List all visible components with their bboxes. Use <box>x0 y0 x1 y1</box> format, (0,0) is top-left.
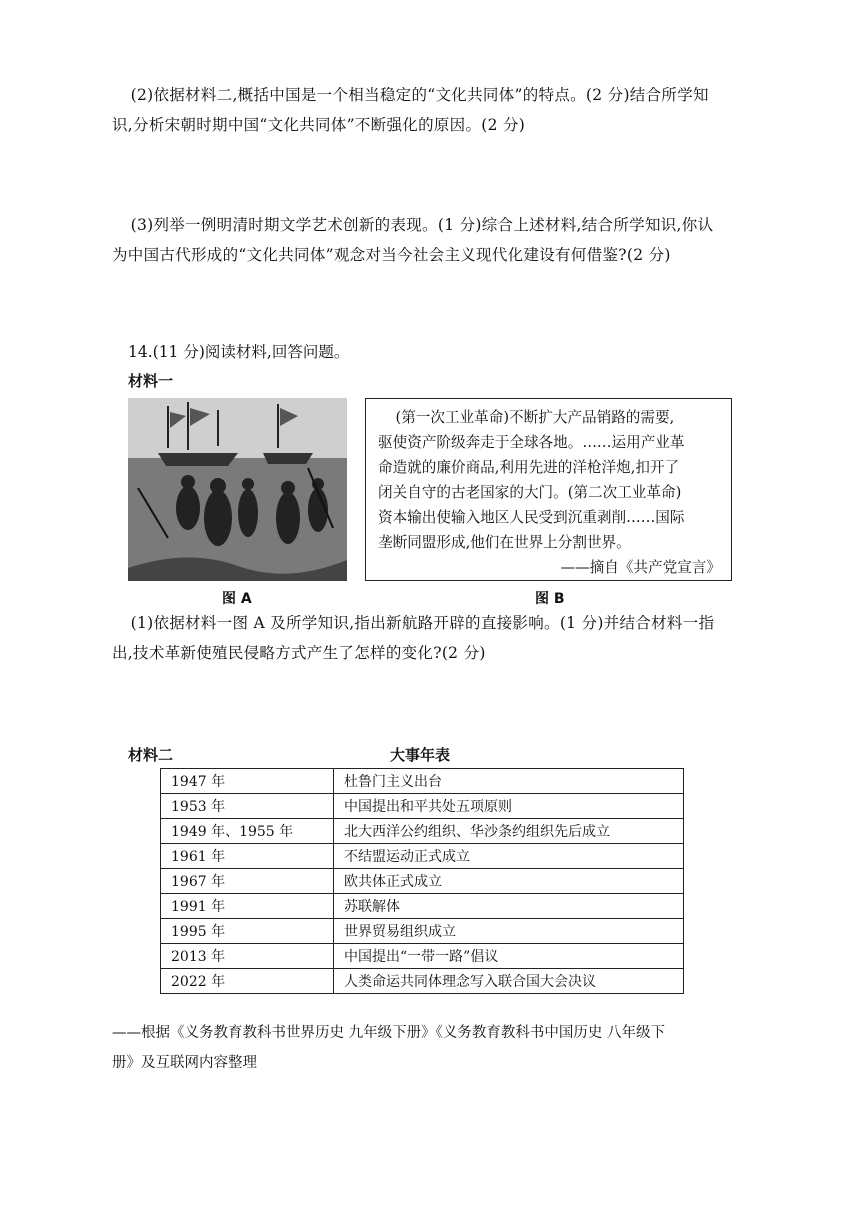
table-source-note <box>112 1018 772 1078</box>
question-14-heading: 14.(11 分)阅读材料,回答问题。 <box>128 343 350 361</box>
table-cell-year: 1967 年 <box>161 869 334 894</box>
table-cell-event: 北大西洋公约组织、华沙条约组织先后成立 <box>334 819 684 844</box>
figure-b-line: 闭关自守的古老国家的大门。(第二次工业革命) <box>378 484 682 501</box>
table-cell-year: 1995 年 <box>161 919 334 944</box>
table-row <box>161 819 684 844</box>
figure-a-engraving <box>128 398 347 581</box>
table-cell-event: 世界贸易组织成立 <box>334 919 684 944</box>
figure-b-line: 资本输出使输入地区人民受到沉重剥削……国际 <box>378 509 685 526</box>
source-line1: ——根据《义务教育教科书世界历史 九年级下册》《义务教育教科书中国历史 八年级下 <box>112 1025 665 1041</box>
q13-3-line1: (3)列举一例明清时期文学艺术创新的表现。(1 分)综合上述材料,结合所学知识,你认 <box>130 216 714 234</box>
table-cell-year: 1953 年 <box>161 794 334 819</box>
table-cell-event: 苏联解体 <box>334 894 684 919</box>
source-line2: 册》及互联网内容整理 <box>112 1055 257 1071</box>
table-row <box>161 869 684 894</box>
question-14-part-1 <box>112 608 762 668</box>
table-row <box>161 944 684 969</box>
table-cell-event: 中国提出和平共处五项原则 <box>334 794 684 819</box>
table-cell-year: 1991 年 <box>161 894 334 919</box>
table-cell-year: 2022 年 <box>161 969 334 994</box>
table-cell-event: 杜鲁门主义出台 <box>334 769 684 794</box>
figure-b-quote-box <box>365 398 732 581</box>
table-cell-event: 欧共体正式成立 <box>334 869 684 894</box>
table-row <box>161 969 684 994</box>
table-cell-year: 1947 年 <box>161 769 334 794</box>
material-1-label: 材料一 <box>128 372 174 390</box>
table-cell-event: 不结盟运动正式成立 <box>334 844 684 869</box>
material-2-label: 材料二 <box>128 746 174 764</box>
figure-b-caption: 图 B <box>535 591 565 607</box>
table-row <box>161 794 684 819</box>
timeline-table-title: 大事年表 <box>390 746 451 764</box>
figure-b-line: (第一次工业革命)不断扩大产品销路的需要, <box>395 409 675 426</box>
q14-1-line2: 出,技术革新使殖民侵略方式产生了怎样的变化?(2 分) <box>112 644 486 662</box>
table-cell-event: 中国提出“一带一路”倡议 <box>334 944 684 969</box>
q13-2-line2: 识,分析宋朝时期中国“文化共同体”不断强化的原因。(2 分) <box>112 116 526 134</box>
q13-3-line2: 为中国古代形成的“文化共同体”观念对当今社会主义现代化建设有何借鉴?(2 分) <box>112 246 671 264</box>
table-cell-year: 2013 年 <box>161 944 334 969</box>
table-cell-year: 1949 年、1955 年 <box>161 819 334 844</box>
figure-a-caption: 图 A <box>222 591 252 607</box>
table-cell-event: 人类命运共同体理念写入联合国大会决议 <box>334 969 684 994</box>
table-row <box>161 894 684 919</box>
question-13-part-2 <box>112 80 762 140</box>
table-row <box>161 844 684 869</box>
question-13-part-3 <box>112 210 762 270</box>
table-row <box>161 769 684 794</box>
figure-b-line: 驱使资产阶级奔走于全球各地。……运用产业革 <box>378 434 685 451</box>
q13-2-line1: (2)依据材料二,概括中国是一个相当稳定的“文化共同体”的特点。(2 分)结合所学知 <box>130 86 709 104</box>
figure-b-line: 垄断同盟形成,他们在世界上分割世界。 <box>378 534 631 551</box>
figure-b-line: 命造就的廉价商品,利用先进的洋枪洋炮,扣开了 <box>378 459 680 476</box>
q14-1-line1: (1)依据材料一图 A 及所学知识,指出新航路开辟的直接影响。(1 分)并结合材料一指 <box>130 614 715 632</box>
table-cell-year: 1961 年 <box>161 844 334 869</box>
table-row <box>161 919 684 944</box>
timeline-table <box>160 768 684 994</box>
figure-b-source: ——摘自《共产党宣言》 <box>560 559 721 576</box>
